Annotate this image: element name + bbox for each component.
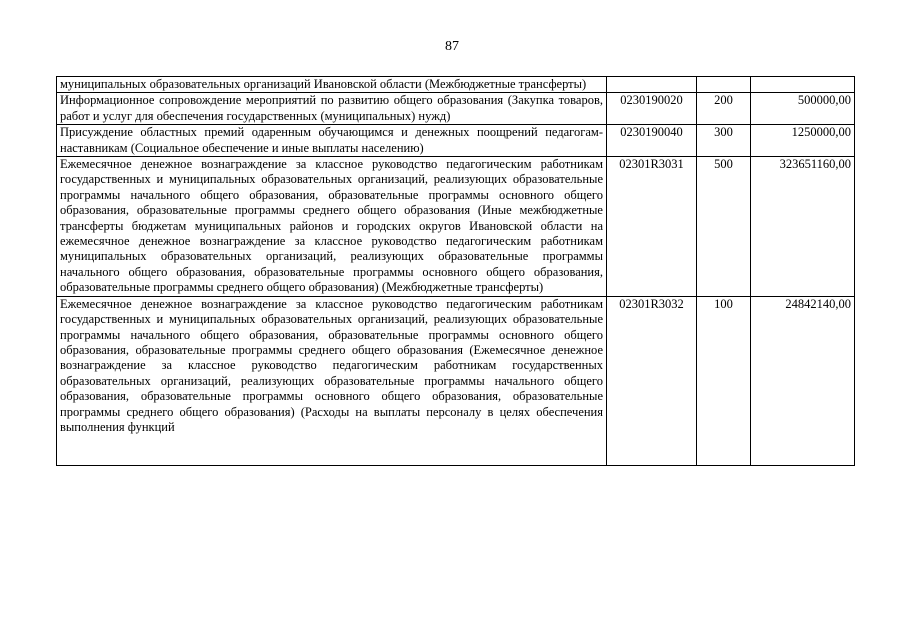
row-target-code — [607, 77, 697, 93]
row-target-code: 02301R3032 — [607, 296, 697, 465]
row-expense-type: 200 — [697, 93, 751, 125]
page-number: 87 — [445, 39, 459, 54]
table-row — [57, 125, 855, 157]
row-expense-type: 500 — [697, 157, 751, 297]
row-description: Ежемесячное денежное вознаграждение за классное руководство педагогическим работникам государственных и муниципальных образовательных организаций, реализующих образовательные программы начального общего образования, образовательные программы основного общего образования, образовательные программы среднего общего образования (Ежемесячное денежное вознаграждение за классное руководство педагогическим работникам государственных образовательных организаций, реализующих образовательные программы начального общего образования, образовательные программы основного общего образования, образовательные программы среднего общего образования) (Расходы на выплаты персоналу в целях обеспечения выполнения функций — [60, 296, 603, 434]
row-target-code: 02301R3031 — [607, 157, 697, 297]
row-description: Информационное сопровождение мероприятий по развитию общего образования (Закупка товаров, работ и услуг для обеспечения государственных (муниципальных) нужд) — [57, 93, 607, 125]
row-description-cell — [57, 296, 607, 465]
table-row — [57, 77, 855, 93]
table-row — [57, 93, 855, 125]
row-target-code: 0230190020 — [607, 93, 697, 125]
row-amount: 24842140,00 — [751, 296, 855, 465]
row-description: Ежемесячное денежное вознаграждение за классное руководство педагогическим работникам государственных и муниципальных образовательных организаций, реализующих образовательные программы начального общего образования, образовательные программы основного общего образования, образовательные программы среднего общего образования (Иные межбюджетные трансферты бюджетам муниципальных районов и городских округов Ивановской области на ежемесячное денежное вознаграждение за классное руководство педагогическим работникам муниципальных образовательных организаций, реализующих образовательные программы начального общего образования, образовательные программы основного общего образования, образовательные программы среднего общего образования) (Межбюджетные трансферты) — [57, 157, 607, 297]
budget-table — [56, 76, 855, 466]
row-expense-type: 100 — [697, 296, 751, 465]
row-target-code: 0230190040 — [607, 125, 697, 157]
row-amount: 1250000,00 — [751, 125, 855, 157]
row-amount: 500000,00 — [751, 93, 855, 125]
row-expense-type — [697, 77, 751, 93]
row-expense-type: 300 — [697, 125, 751, 157]
table-row — [57, 296, 855, 465]
row-amount: 323651160,00 — [751, 157, 855, 297]
row-description: Присуждение областных премий одаренным обучающимся и денежных поощрений педагогам-наставникам (Социальное обеспечение и иные выплаты населению) — [57, 125, 607, 157]
row-amount — [751, 77, 855, 93]
row-description: муниципальных образовательных организаций Ивановской области (Межбюджетные трансферты) — [57, 77, 607, 93]
table-row — [57, 157, 855, 297]
